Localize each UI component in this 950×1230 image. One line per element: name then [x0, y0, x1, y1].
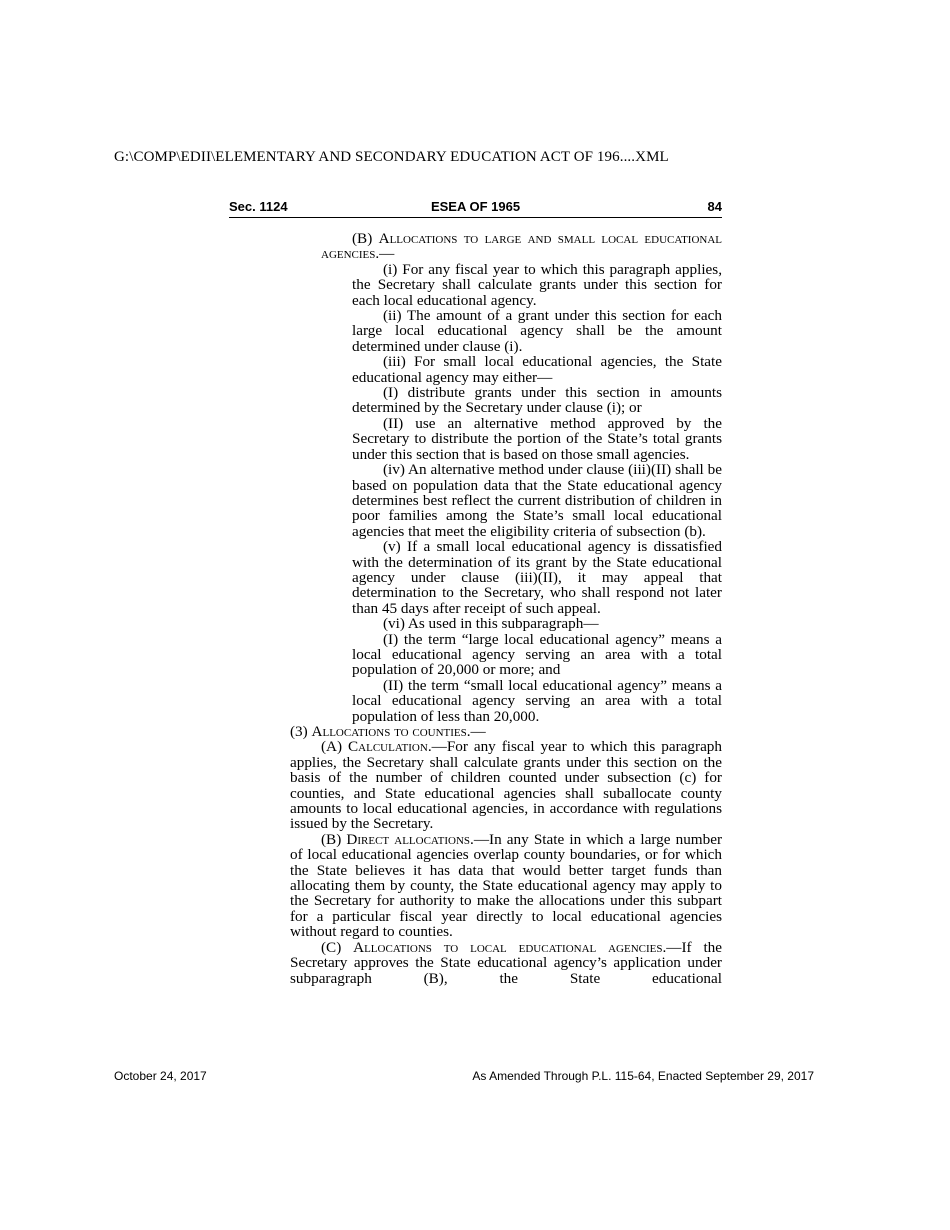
subparagraph-c-allocations-to-leas [290, 940, 722, 986]
paragraph-label: (C) [321, 938, 342, 956]
paragraph-text: If the Secretary approves the State educational agency’s application under subparagraph (B), the State educational [290, 938, 723, 987]
paragraph-text: (iv) An alternative method under clause (iii)(II) shall be based on population data that the State educational agency determines best reflect the current distribution of children in poor families among the State’s small local educational agencies that meet the eligibility criteria of subsection (b). [352, 461, 722, 540]
paragraph-text: (II) use an alternative method approved by the Secretary to distribute the portion of the State’s total grants under this section that is based on those small agencies. [352, 414, 722, 463]
paragraph-heading: Allocations to local educational agencies.— [353, 938, 682, 956]
clause-v [352, 539, 722, 616]
paragraph-text: (ii) The amount of a grant under this section for each large local educational agency shall be the amount determined under clause (i). [352, 307, 722, 355]
paragraph-label: (B) [352, 230, 373, 247]
subclause-ii [352, 416, 722, 462]
section-number: Sec. 1124 [229, 199, 288, 214]
paragraph-heading: Allocations to counties.— [311, 723, 486, 740]
file-path: G:\COMP\EDII\ELEMENTARY AND SECONDARY EDUCATION ACT OF 196....XML [114, 149, 669, 165]
footer-amendment-note: As Amended Through P.L. 115-64, Enacted September 29, 2017 [472, 1069, 814, 1083]
paragraph-text: (I) distribute grants under this section in amounts determined by the Secretary under clause (i); or [352, 384, 722, 417]
paragraph-label: (3) [290, 723, 308, 740]
clause-i [352, 262, 722, 308]
clause-vi [352, 616, 722, 631]
paragraph-text: For any fiscal year to which this paragraph applies, the Secretary shall calculate grants under this section on the basis of the number of children counted under subsection (c) for counties, and State educational agencies shall suballocate county amounts to local educational agencies, in accordance with regulations issued by the Secretary. [290, 738, 722, 833]
footer-date: October 24, 2017 [114, 1069, 207, 1083]
subclause-i [352, 385, 722, 416]
paragraph-text: (vi) As used in this subparagraph— [383, 615, 599, 633]
paragraph-heading: Allocations to large and small local educational agencies.— [321, 230, 723, 263]
paragraph-text: (iii) For small local educational agencies, the State educational agency may either— [352, 353, 722, 386]
page-number: 84 [707, 199, 722, 214]
subparagraph-b-direct-allocations [290, 832, 722, 940]
subclause-ii-small [352, 678, 722, 724]
paragraph-text: (I) the term “large local educational agency” means a local educational agency serving an area with a total population of 20,000 or more; and [352, 630, 722, 679]
subparagraph-b-allocations-large-small [321, 231, 722, 262]
paragraph-3-allocations-to-counties [290, 724, 722, 739]
paragraph-text: (v) If a small local educational agency is dissatisfied with the determination of its grant by the State educational agency under clause (iii)(II), it may appeal that determination to the Secretary, who shall respond not later than 45 days after receipt of such appeal. [352, 538, 722, 617]
paragraph-label: (B) [321, 830, 342, 848]
subparagraph-a-calculation [290, 739, 722, 831]
subclause-i-large [352, 632, 722, 678]
clause-ii [352, 308, 722, 354]
paragraph-heading: Calculation.— [348, 738, 447, 756]
running-head [229, 198, 722, 218]
paragraph-text: In any State in which a large number of local educational agencies overlap county boundaries, or for which the State believes it has data that would better target funds than allocating them by county, the State educational agency may apply to the Secretary for authority to make the allocations under this subpart for a particular fiscal year directly to local educational agencies without regard to counties. [290, 830, 723, 941]
paragraph-label: (A) [321, 738, 343, 756]
clause-iii [352, 354, 722, 385]
statute-text [290, 231, 722, 986]
act-title: ESEA OF 1965 [430, 199, 521, 214]
paragraph-text: (i) For any fiscal year to which this paragraph applies, the Secretary shall calculate grants under this section for each local educational agency. [352, 260, 722, 309]
paragraph-heading: Direct allocations.— [346, 830, 490, 848]
paragraph-text: (II) the term “small local educational agency” means a local educational agency serving an area with a total population of less than 20,000. [352, 676, 722, 725]
clause-iv [352, 462, 722, 539]
